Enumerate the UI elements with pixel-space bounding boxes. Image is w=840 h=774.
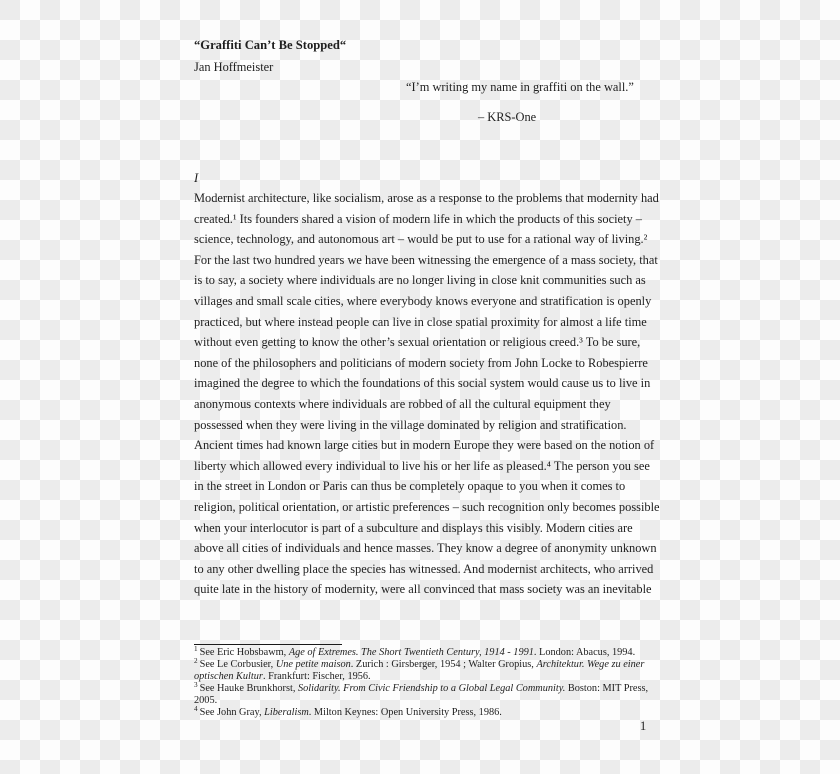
footnotes	[194, 644, 658, 720]
footnote-text-segment: See John Gray,	[199, 707, 265, 719]
footnote-text-segment: . Milton Keynes: Open University Press, 1986.	[308, 707, 502, 719]
body-line: when your interlocutor is part of a subculture and displays this visibly. Modern cities are	[194, 520, 633, 535]
body-line: For the last two hundred years we have been witnessing the emergence of a mass society, that	[194, 252, 658, 267]
body-line: imagined the degree to which the foundations of this social system would cause us to live in	[194, 376, 651, 391]
body-line: anonymous contexts where individuals are robbed of all the cultural equipment they	[194, 396, 611, 411]
body-line: liberty which allowed every individual to live his or her life as pleased.⁴ The person you see	[194, 458, 650, 473]
body-line: to any other dwelling place the species has witnessed. And modernist architects, who arrived	[194, 561, 654, 576]
document-author: Jan Hoffmeister	[194, 60, 274, 74]
body-line: possessed when they were living in the village dominated by religion and stratification.	[194, 417, 627, 432]
epigraph-quote: “I’m writing my name in graffiti on the wall.”	[406, 80, 634, 94]
body-text	[194, 188, 669, 600]
body-line: quite late in the history of modernity, were all convinced that mass society was an inevitable	[194, 582, 652, 597]
footnote	[194, 644, 658, 659]
body-line: in the street in London or Paris can thus be completely opaque to you when it comes to	[194, 479, 626, 494]
document-title: “Graffiti Can’t Be Stopped“	[194, 38, 347, 52]
footnote-marker: 3	[194, 680, 198, 689]
footnote-text-segment: Liberalism	[264, 707, 309, 719]
body-line: created.¹ Its founders shared a vision of modern life in which the products of this society –	[194, 211, 642, 226]
footnote-text-segment: Boston: MIT Press, 2005.	[194, 683, 649, 707]
body-line: science, technology, and autonomous art – would be put to use for a rational way of living.²	[194, 232, 648, 247]
footnote-text-segment: Une petite maison	[275, 659, 351, 671]
footnote-text-segment: Architektur. Wege zu einer optischen Kultur	[194, 659, 645, 683]
body-line: above all cities of individuals and hence masses. They know a degree of anonymity unknown	[194, 541, 657, 556]
body-line: practiced, but where instead people can live in close spatial proximity for almost a life time	[194, 314, 647, 329]
footnote	[194, 680, 658, 707]
body-line: villages and small scale cities, where everybody knows everyone and stratification is openly	[194, 293, 652, 308]
footnote-text-segment: Age of Extremes. The Short Twentieth Century, 1914 - 1991	[288, 647, 534, 658]
footnote-text-segment: See Hauke Brunkhorst,	[199, 683, 298, 695]
footnote	[194, 656, 658, 683]
page-number: 1	[640, 719, 647, 733]
footnote-text-segment: See Le Corbusier,	[199, 659, 276, 671]
footnote-text-segment: . Frankfurt: Fischer, 1956.	[262, 671, 371, 683]
footnote-separator-rule	[194, 644, 342, 645]
epigraph-attribution: – KRS-One	[478, 110, 537, 124]
footnote-marker: 2	[194, 656, 198, 665]
body-line: without even getting to know the other’s sexual orientation or religious creed.³ To be sure,	[194, 335, 641, 350]
body-line: religion, political orientation, or artistic preferences – such recognition only becomes possible	[194, 499, 660, 514]
body-line: Ancient times had known large cities but in modern Europe they were based on the notion of	[194, 438, 655, 453]
footnote	[194, 707, 658, 719]
body-line: is to say, a society where individuals are no longer living in close knit communities such as	[194, 273, 646, 288]
footnote-marker: 1	[194, 644, 198, 653]
section-marker: I	[194, 171, 199, 185]
footnote-text-segment: Solidarity. From Civic Friendship to a Global Legal Community.	[297, 683, 566, 695]
footnote-text-segment: . London: Abacus, 1994.	[533, 647, 636, 658]
body-line: Modernist architecture, like socialism, arose as a response to the problems that modernity had	[194, 191, 659, 205]
footnote-text-segment: . Zurich : Girsberger, 1954 ; Walter Gropius,	[350, 659, 537, 671]
body-line: none of the philosophers and politicians of modern society from John Locke to Robespierre	[194, 355, 648, 370]
footnote-marker: 4	[194, 705, 198, 714]
footnote-text-segment: See Eric Hobsbawm,	[199, 647, 289, 658]
